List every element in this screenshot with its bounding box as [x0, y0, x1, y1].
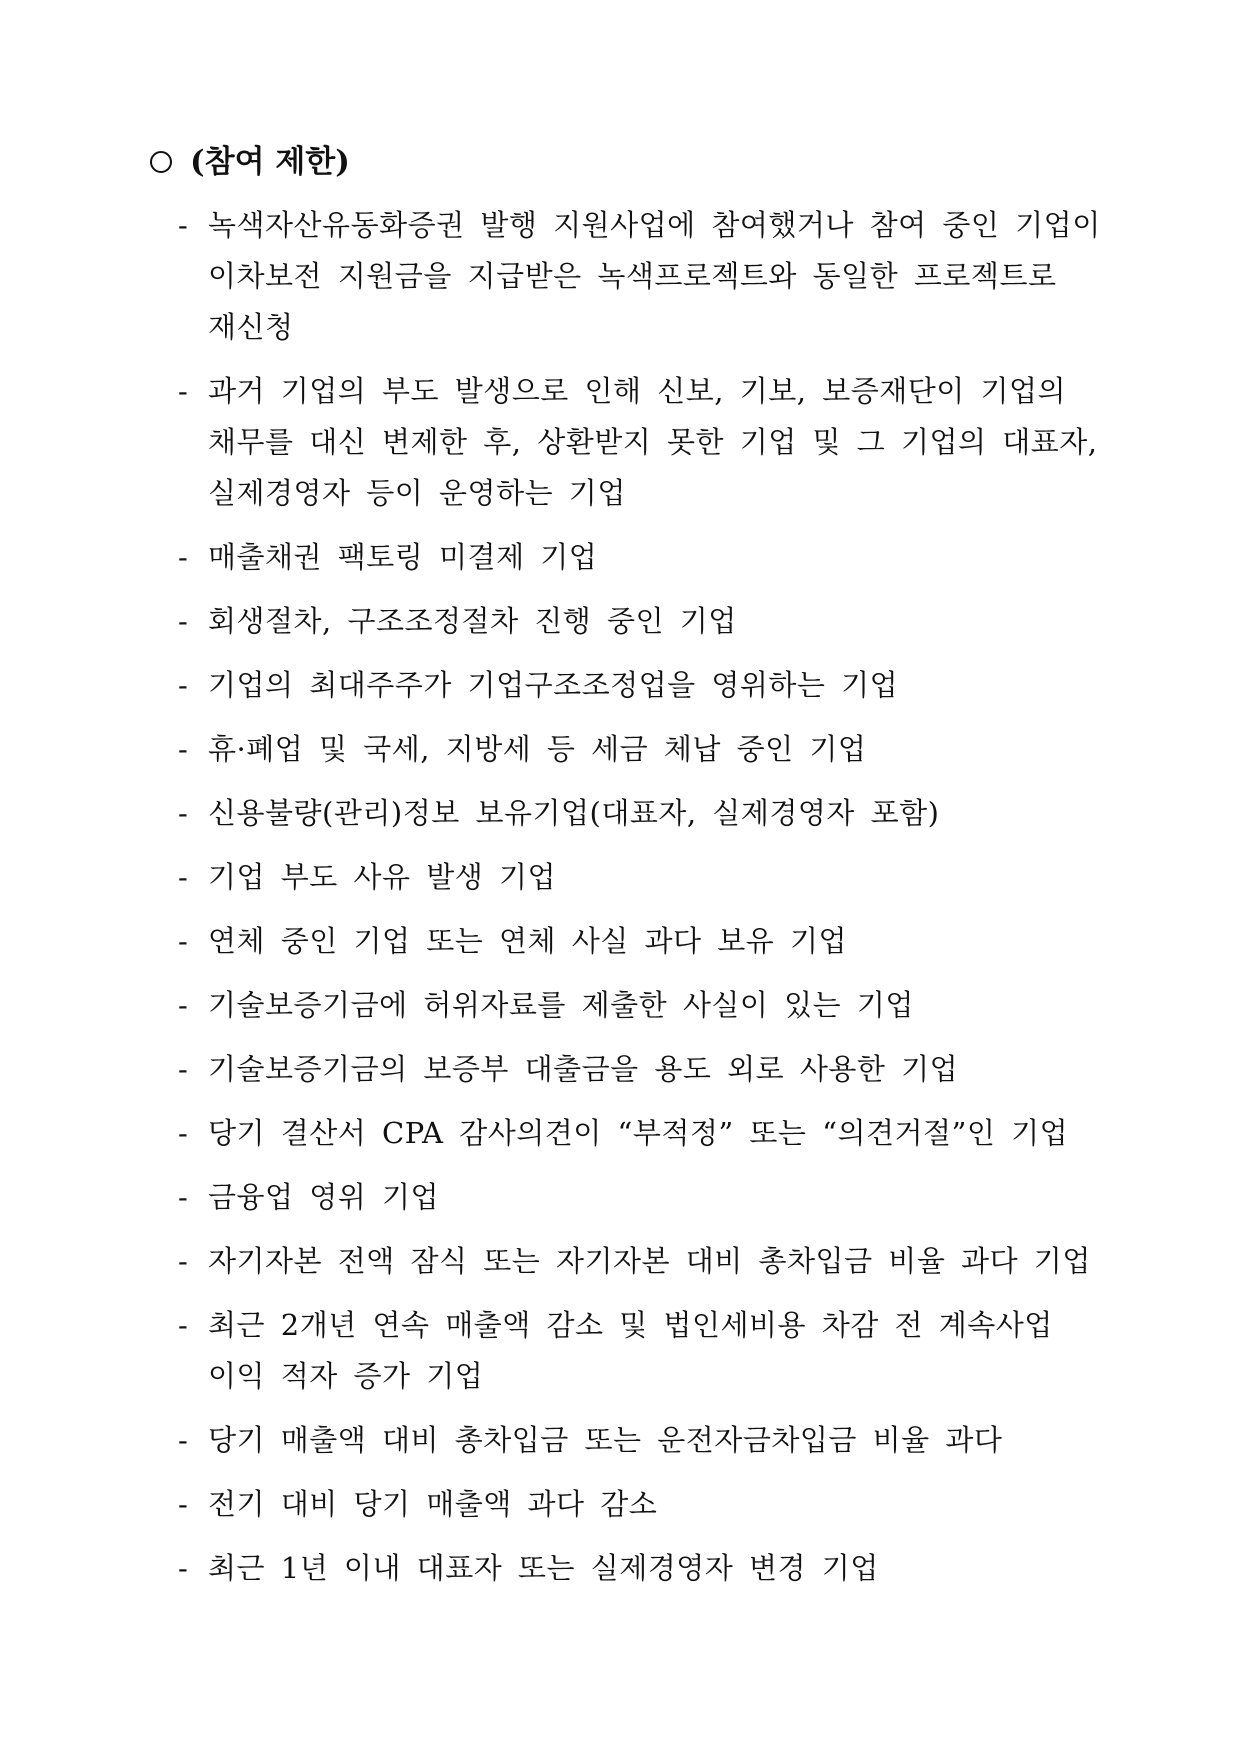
bullet-dash: -: [178, 1551, 189, 1585]
list-item-text: 최근 2개년 연속 매출액 감소 및 법인세비용 차감 전 계속사업 이익 적자 증가 기업: [208, 1308, 1053, 1393]
list-item-text: 녹색자산유동화증권 발행 지원사업에 참여했거나 참여 중인 기업이 이차보전 지원금을 지급받은 녹색프로젝트와 동일한 프로젝트로 재신청: [208, 208, 1101, 344]
list-item: [178, 366, 1118, 519]
list-item-text: 신용불량(관리)정보 보유기업(대표자, 실제경영자 포함): [208, 796, 940, 830]
list-item-text: 회생절차, 구조조정절차 진행 중인 기업: [208, 604, 737, 638]
list-item: [178, 1415, 1118, 1466]
restriction-list: [178, 200, 1118, 1607]
bullet-dash: -: [178, 796, 189, 830]
list-item: [178, 1236, 1118, 1287]
list-item: [178, 1108, 1118, 1159]
bullet-dash: -: [178, 540, 189, 574]
list-item: [178, 980, 1118, 1031]
list-item-text: 과거 기업의 부도 발생으로 인해 신보, 기보, 보증재단이 기업의 채무를 대신 변제한 후, 상환받지 못한 기업 및 그 기업의 대표자, 실제경영자 등이 운영하는 기업: [208, 374, 1098, 510]
list-item: [178, 200, 1118, 353]
bullet-dash: -: [178, 732, 189, 766]
list-item: [178, 1543, 1118, 1594]
bullet-dash: -: [178, 668, 189, 702]
list-item-text: 기업의 최대주주가 기업구조조정업을 영위하는 기업: [208, 668, 899, 702]
list-item-text: 기술보증기금의 보증부 대출금을 용도 외로 사용한 기업: [208, 1052, 959, 1086]
bullet-dash: -: [178, 1052, 189, 1086]
bullet-dash: -: [178, 1180, 189, 1214]
list-item-text: 휴·폐업 및 국세, 지방세 등 세금 체납 중인 기업: [208, 732, 867, 766]
list-item-text: 자기자본 전액 잠식 또는 자기자본 대비 총차입금 비율 과다 기업: [208, 1244, 1091, 1278]
list-item-text: 당기 매출액 대비 총차입금 또는 운전자금차입금 비율 과다: [208, 1423, 1003, 1457]
bullet-dash: -: [178, 1308, 189, 1342]
list-item: [178, 852, 1118, 903]
list-item: [178, 788, 1118, 839]
list-item-text: 연체 중인 기업 또는 연체 사실 과다 보유 기업: [208, 924, 847, 958]
list-item-text: 기업 부도 사유 발생 기업: [208, 860, 557, 894]
bullet-dash: -: [178, 1116, 189, 1150]
section-heading: [150, 140, 350, 184]
list-item-text: 전기 대비 당기 매출액 과다 감소: [208, 1487, 658, 1521]
list-item: [178, 1300, 1118, 1402]
bullet-dash: -: [178, 1487, 189, 1521]
section-title: (참여 제한): [190, 144, 350, 180]
list-item: [178, 916, 1118, 967]
list-item: [178, 532, 1118, 583]
list-item-text: 최근 1년 이내 대표자 또는 실제경영자 변경 기업: [208, 1551, 879, 1585]
list-item: [178, 1172, 1118, 1223]
list-item: [178, 596, 1118, 647]
list-item-text: 매출채권 팩토링 미결제 기업: [208, 540, 598, 574]
bullet-dash: -: [178, 1244, 189, 1278]
hollow-circle-icon: [150, 151, 172, 173]
bullet-dash: -: [178, 860, 189, 894]
bullet-dash: -: [178, 1423, 189, 1457]
bullet-dash: -: [178, 374, 189, 408]
bullet-dash: -: [178, 924, 189, 958]
list-item-text: 금융업 영위 기업: [208, 1180, 440, 1214]
bullet-dash: -: [178, 604, 189, 638]
list-item-text: 기술보증기금에 허위자료를 제출한 사실이 있는 기업: [208, 988, 914, 1022]
list-item: [178, 660, 1118, 711]
bullet-dash: -: [178, 988, 189, 1022]
bullet-dash: -: [178, 208, 189, 242]
list-item: [178, 724, 1118, 775]
list-item: [178, 1044, 1118, 1095]
list-item: [178, 1479, 1118, 1530]
list-item-text: 당기 결산서 CPA 감사의견이 “부적정” 또는 “의견거절”인 기업: [208, 1116, 1069, 1150]
